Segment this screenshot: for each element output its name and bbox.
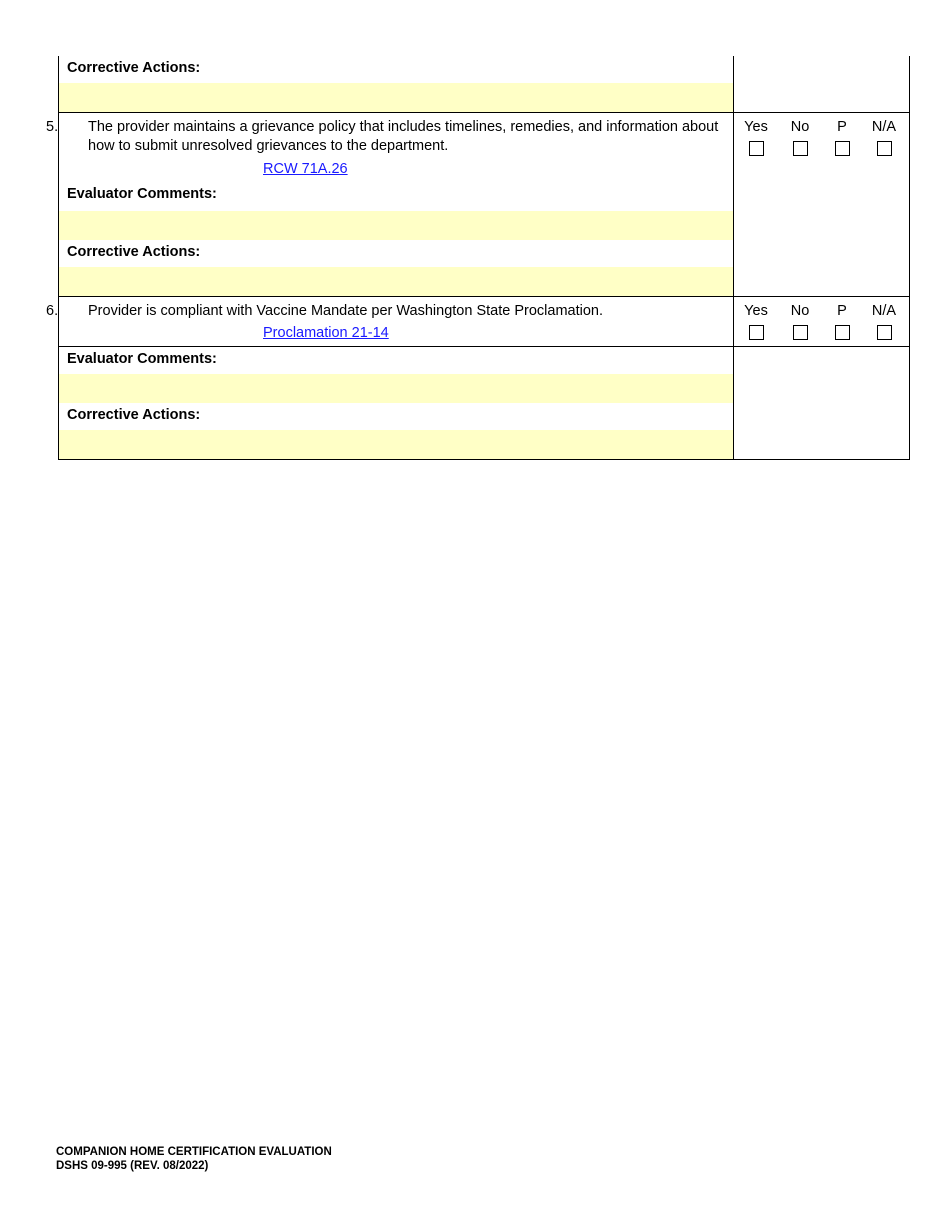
corrective-actions-fill-row — [58, 267, 910, 296]
evaluator-comments-input[interactable] — [58, 374, 733, 403]
corrective-actions-label: Corrective Actions: — [58, 240, 733, 267]
question-text: Provider is compliant with Vaccine Mandate per Washington State Proclamation. — [88, 303, 603, 319]
footer-title: COMPANION HOME CERTIFICATION EVALUATION — [56, 1146, 332, 1158]
question-text: The provider maintains a grievance policy that includes timelines, remedies, and information about how to submit unresolved grievances to the department. — [88, 119, 719, 154]
evaluator-comments-fill-row — [58, 374, 910, 403]
corrective-actions-input[interactable] — [58, 267, 733, 296]
p-checkbox[interactable] — [835, 325, 850, 340]
answer-p-label: P — [837, 119, 847, 135]
question-row-6 — [46, 296, 910, 346]
question-number: 6. — [46, 303, 59, 319]
corrective-actions-input[interactable] — [58, 430, 733, 459]
na-checkbox[interactable] — [877, 141, 892, 156]
footer-form-id: DSHS 09-995 (REV. 08/2022) — [56, 1160, 209, 1172]
answer-no-label: No — [790, 303, 810, 319]
answer-p-label: P — [837, 303, 847, 319]
yes-checkbox[interactable] — [749, 325, 764, 340]
evaluator-comments-row — [58, 346, 910, 374]
p-checkbox[interactable] — [835, 141, 850, 156]
na-checkbox[interactable] — [877, 325, 892, 340]
answer-na-label: N/A — [871, 303, 897, 319]
corrective-actions-label: Corrective Actions: — [58, 56, 733, 83]
evaluation-form-table — [46, 56, 910, 460]
evaluator-comments-input[interactable] — [58, 211, 733, 240]
no-checkbox[interactable] — [793, 325, 808, 340]
evaluator-comments-label: Evaluator Comments: — [58, 182, 733, 209]
evaluator-comments-row — [58, 182, 733, 209]
yes-checkbox[interactable] — [749, 141, 764, 156]
question-number: 5. — [46, 119, 59, 135]
corrective-actions-row — [58, 403, 910, 430]
page-footer — [56, 1145, 332, 1173]
corrective-actions-row — [58, 56, 910, 83]
citation-link[interactable]: Proclamation 21-14 — [263, 325, 389, 341]
corrective-actions-row — [58, 240, 910, 267]
citation-link[interactable]: RCW 71A.26 — [263, 161, 348, 177]
answer-no-label: No — [790, 119, 810, 135]
evaluator-comments-fill-row — [58, 211, 910, 240]
corrective-actions-fill-row — [58, 83, 910, 112]
corrective-actions-input[interactable] — [58, 83, 733, 112]
corrective-actions-label: Corrective Actions: — [58, 403, 733, 430]
corrective-actions-fill-row — [58, 430, 910, 460]
answer-yes-label: Yes — [744, 119, 768, 135]
answer-na-label: N/A — [871, 119, 897, 135]
evaluator-comments-label: Evaluator Comments: — [58, 347, 733, 374]
answer-yes-label: Yes — [744, 303, 768, 319]
no-checkbox[interactable] — [793, 141, 808, 156]
